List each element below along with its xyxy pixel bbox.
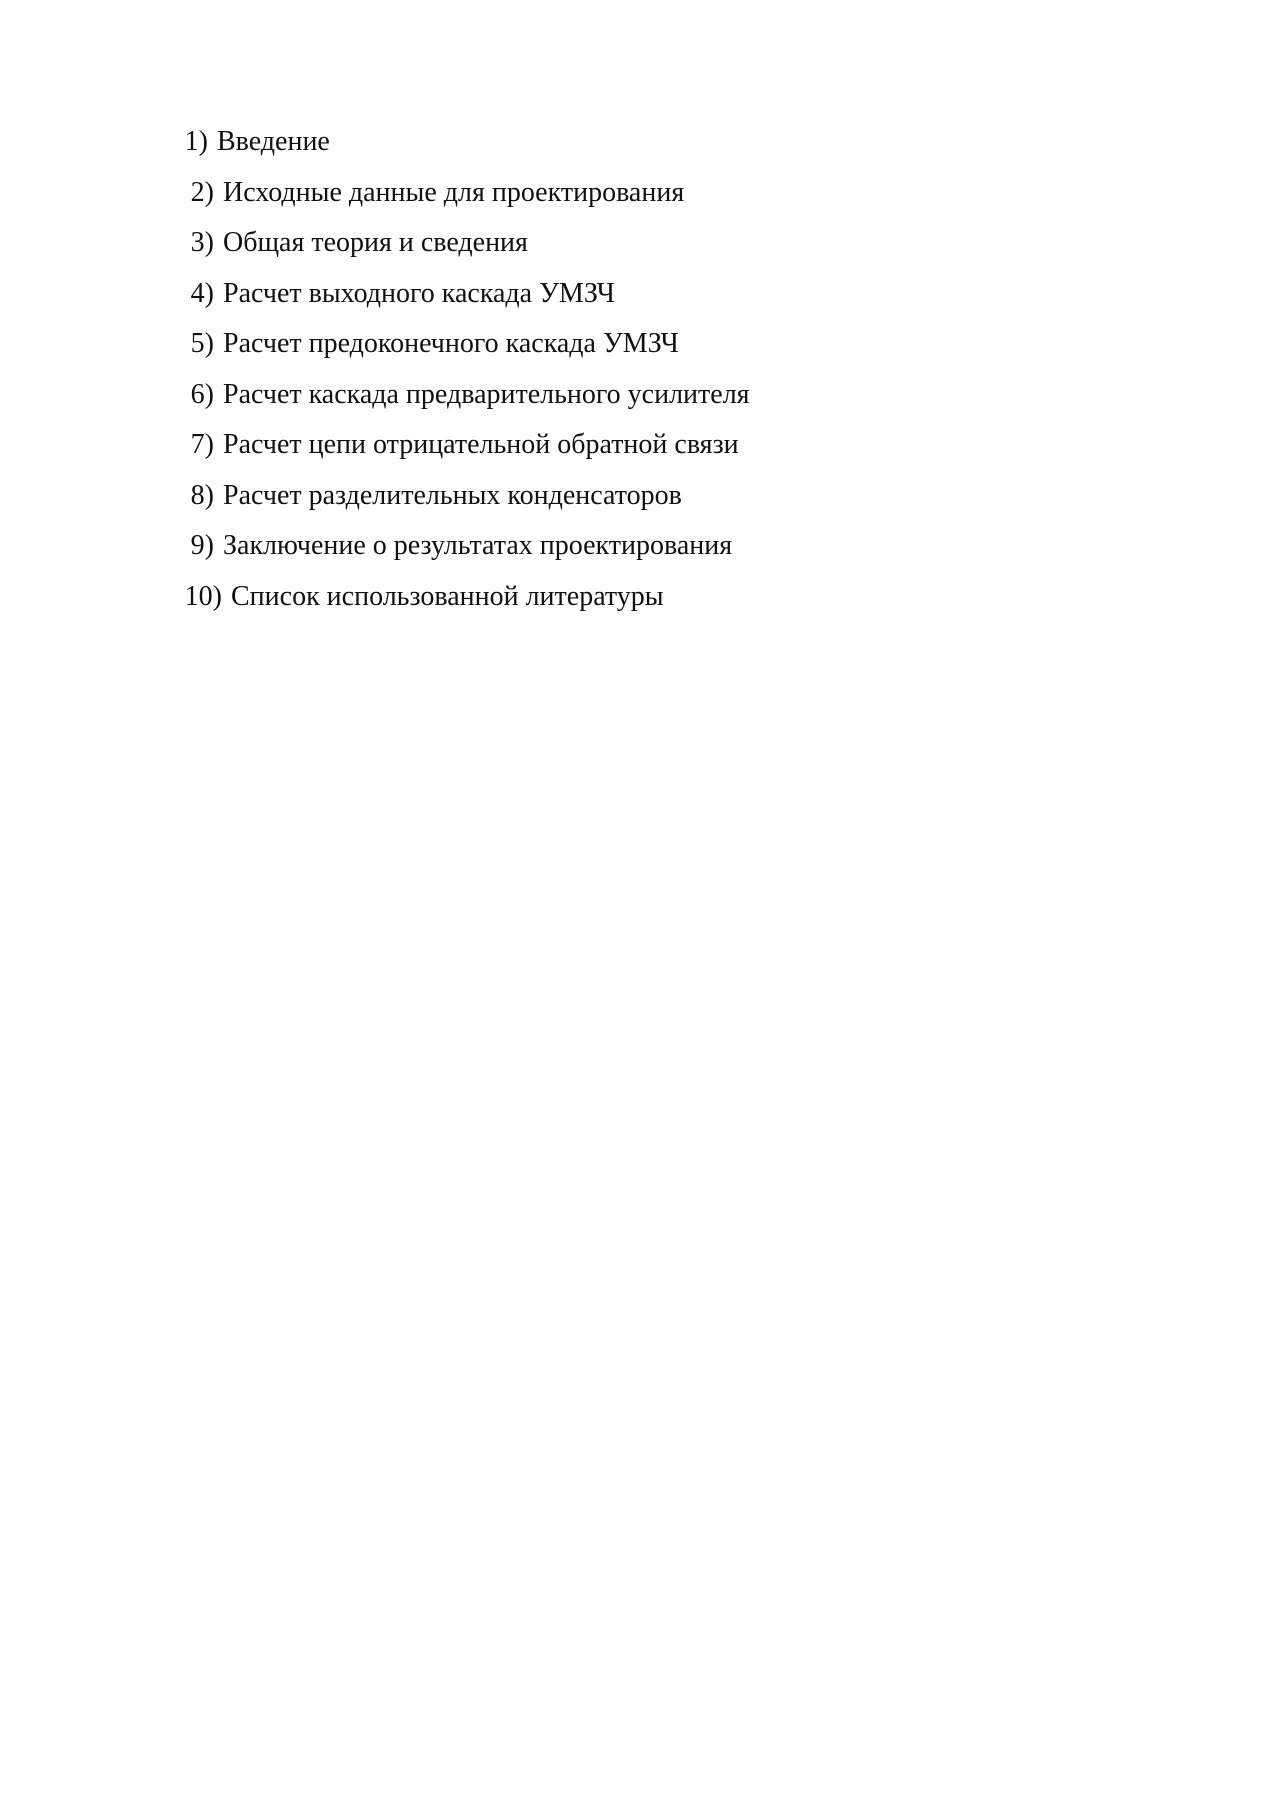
toc-item-number: 10) (184, 580, 222, 612)
toc-item-text: Расчет выходного каскада УМЗЧ (223, 277, 615, 309)
toc-item-number: 1) (184, 126, 208, 157)
toc-item-number: 3) (190, 227, 214, 258)
toc-item-text: Расчет предоконечного каскада УМЗЧ (223, 328, 679, 359)
toc-item-number: 8) (190, 479, 214, 511)
toc-item-output-stage (180, 269, 1080, 320)
toc-item-number: 5) (190, 328, 214, 359)
toc-item-negative-feedback (180, 420, 1080, 471)
toc-item-text: Расчет каскада предварительного усилителя (223, 378, 750, 410)
toc-item-references (180, 572, 1080, 623)
toc-item-coupling-capacitors (180, 471, 1080, 522)
toc-item-text: Список использованной литературы (231, 580, 664, 612)
toc-item-introduction (180, 117, 1080, 168)
toc-item-text: Исходные данные для проектирования (223, 176, 685, 208)
toc-item-number: 2) (190, 176, 214, 208)
toc-item-preamplifier-stage (180, 370, 1080, 421)
toc-item-text: Заключение о результатах проектирования (223, 530, 733, 561)
toc-item-general-theory (180, 218, 1080, 269)
toc-item-conclusion (180, 521, 1080, 572)
toc-item-number: 7) (190, 429, 214, 460)
toc-item-number: 4) (190, 277, 214, 309)
table-of-contents (180, 117, 1080, 622)
toc-item-text: Введение (217, 126, 330, 157)
toc-item-number: 9) (190, 530, 214, 561)
toc-item-text: Расчет цепи отрицательной обратной связи (223, 429, 739, 460)
toc-item-text: Общая теория и сведения (223, 227, 528, 258)
toc-item-initial-data (180, 168, 1080, 219)
toc-item-number: 6) (190, 378, 214, 410)
toc-item-text: Расчет разделительных конденсаторов (223, 479, 682, 511)
toc-item-pre-final-stage (180, 319, 1080, 370)
